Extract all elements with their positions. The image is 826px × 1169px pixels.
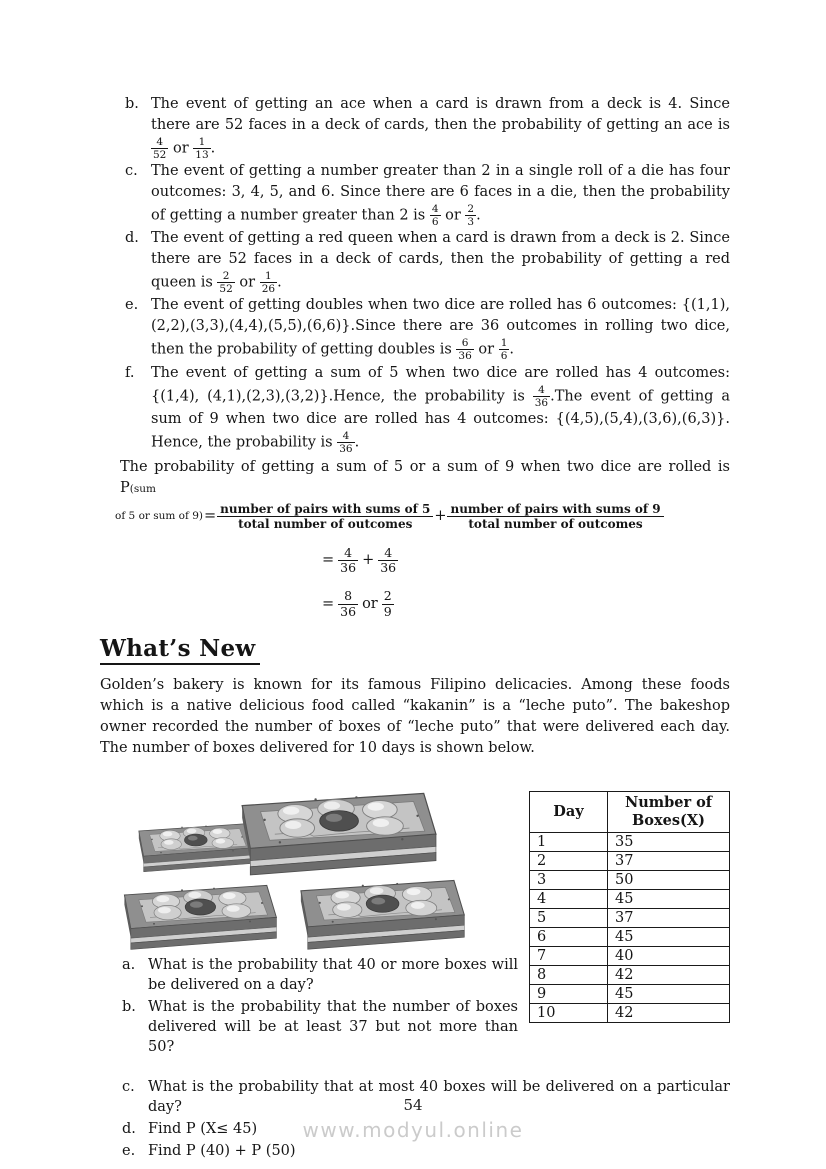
table-row xyxy=(530,947,730,966)
col-header-boxes: Number of Boxes(X) xyxy=(608,792,730,833)
fraction: $\frac{4}{52}$ xyxy=(153,136,167,162)
sum-probability-paragraph xyxy=(100,457,730,532)
item-label: e. xyxy=(125,297,139,314)
table-cell: 5 xyxy=(530,909,608,928)
item-text: What is the probability that at most 40 boxes will be delivered on a particular day? xyxy=(148,1079,730,1116)
fraction: $\frac{2}{52}$ xyxy=(219,270,233,296)
list-item xyxy=(100,94,730,161)
fraction-denominator: total number of outcomes xyxy=(447,516,663,531)
fraction: $\frac{1}{13}$ xyxy=(195,136,209,162)
table-cell: 42 xyxy=(608,1004,730,1023)
plus-sign: + xyxy=(434,508,447,525)
item-label: f. xyxy=(125,364,135,381)
table-cell: 3 xyxy=(530,871,608,890)
item-label: e. xyxy=(122,1143,136,1160)
item-text: Find P (40) + P (50) xyxy=(148,1143,296,1160)
list-item xyxy=(100,295,730,362)
table-cell: 37 xyxy=(608,852,730,871)
item-text: What is the probability that the number of boxes delivered will be at least 37 but not more than 50? xyxy=(148,999,518,1056)
table-row xyxy=(530,1004,730,1023)
table-cell: 8 xyxy=(530,966,608,985)
item-text: The event of getting a red queen when a card is drawn from a deck is 2. Since there are 52 faces in a deck of cards, then the probability of getting a red queen is $\frac{2}{52}$ or $\frac{1}{26}$ . xyxy=(151,230,730,296)
fraction: $\frac{4}{36}$ xyxy=(339,429,353,455)
table-cell: 4 xyxy=(530,890,608,909)
page-content xyxy=(100,94,730,1161)
image-column xyxy=(100,773,518,1057)
fraction: $\frac{6}{36}$ xyxy=(458,337,472,363)
fraction-numerator: number of pairs with sums of 9 xyxy=(450,501,661,516)
p-subscript-close: of 5 or sum of 9) xyxy=(115,510,204,523)
item-label: d. xyxy=(122,1121,136,1138)
table-cell: 40 xyxy=(608,947,730,966)
sum-paragraph-text: The probability of getting a sum of 5 or a sum of 9 when two dice are rolled is P xyxy=(120,458,730,496)
intro-paragraph: Golden’s bakery is known for its famous Filipino delicacies. Among these foods which is a native delicious food called “kakanin” is a “leche puto”. The bakeshop owner recorded the number of boxes of “leche puto” that were delivered each day. The number of boxes delivered for 10 days is shown below. xyxy=(100,677,730,757)
table-cell: 45 xyxy=(608,985,730,1004)
fraction: $\frac{4}{36}$ xyxy=(340,544,357,575)
list-item xyxy=(100,997,518,1057)
table-row xyxy=(530,852,730,871)
table-cell: 9 xyxy=(530,985,608,1004)
table-body xyxy=(530,833,730,1023)
p-subscript-open: (sum xyxy=(129,482,156,495)
item-label: c. xyxy=(125,163,138,180)
table-cell: 7 xyxy=(530,947,608,966)
fraction: $\frac{4}{6}$ xyxy=(431,203,439,229)
image-and-table-section xyxy=(100,773,730,1057)
equation-step-1: = $\frac{4}{36}$ + $\frac{4}{36}$ xyxy=(322,544,397,575)
table-cell: 2 xyxy=(530,852,608,871)
watermark: www.modyul.online xyxy=(302,1118,524,1142)
questions-left xyxy=(100,955,518,1057)
fraction: $\frac{4}{36}$ xyxy=(534,383,549,409)
item-label: a. xyxy=(122,957,136,974)
delivery-table xyxy=(529,791,730,1023)
table-cell: 6 xyxy=(530,928,608,947)
list-item xyxy=(100,228,730,295)
table-cell: 1 xyxy=(530,833,608,852)
item-label: c. xyxy=(122,1079,135,1096)
page-number: 54 xyxy=(403,1096,423,1114)
table-header-row xyxy=(530,792,730,833)
item-text: The event of getting an ace when a card is drawn from a deck is 4. Since there are 52 faces in a deck of cards, then the probability of getting an ace is $\frac{4}{52}$ or $\frac{1}{13}$ . xyxy=(151,96,730,162)
list-item xyxy=(100,1141,730,1161)
fraction: $\frac{1}{26}$ xyxy=(261,270,276,296)
fraction: $\frac{1}{6}$ xyxy=(500,337,508,363)
probability-list xyxy=(100,94,730,455)
table-cell: 45 xyxy=(608,928,730,947)
table-cell: 50 xyxy=(608,871,730,890)
table-row xyxy=(530,871,730,890)
table-row xyxy=(530,928,730,947)
list-item xyxy=(100,161,730,228)
table-row xyxy=(530,909,730,928)
table-row xyxy=(530,985,730,1004)
table-cell: 10 xyxy=(530,1004,608,1023)
list-item xyxy=(100,363,730,455)
item-text: The event of getting a number greater than 2 in a single roll of a die has four outcomes: 3, 4, 5, and 6. Since there are 6 faces in a die, then the probability of getting a number greater than 2 is $\frac{4}{6}$ or $\frac{2}{3}$ . xyxy=(151,163,730,229)
whats-new-heading: What’s New xyxy=(100,635,260,665)
item-text: Find P (X≤ 45) xyxy=(148,1121,258,1138)
probability-formula xyxy=(115,502,730,532)
item-label: b. xyxy=(122,999,136,1016)
table-cell: 37 xyxy=(608,909,730,928)
table-row xyxy=(530,966,730,985)
formula-fraction-sum5 xyxy=(217,502,433,532)
equals-sign: = xyxy=(204,508,217,525)
leche-puto-image xyxy=(116,773,516,953)
fraction: $\frac{2}{3}$ xyxy=(467,203,475,229)
item-text: What is the probability that 40 or more boxes will be delivered on a day? xyxy=(148,957,518,994)
formula-fraction-sum9 xyxy=(447,502,663,532)
fraction: $\frac{2}{9}$ xyxy=(383,588,392,619)
table-cell: 42 xyxy=(608,966,730,985)
table-cell: 35 xyxy=(608,833,730,852)
sum-paragraph-line1 xyxy=(120,457,730,500)
fraction-denominator: total number of outcomes xyxy=(217,516,433,531)
fraction-numerator: number of pairs with sums of 5 xyxy=(220,501,431,516)
fraction: $\frac{4}{36}$ xyxy=(380,544,397,575)
table-row xyxy=(530,890,730,909)
item-text: The event of getting doubles when two dice are rolled has 6 outcomes: {(1,1),(2,2),(3,3),(4,4),(5,5),(6,6)}.Since there are 36 outcomes in rolling two dice, then the probability of getting doubles is $\frac{6}{36}$ or $\frac{1}{6}$ . xyxy=(151,297,730,363)
col-header-day: Day xyxy=(530,792,608,833)
item-label: d. xyxy=(125,230,139,247)
table-cell: 45 xyxy=(608,890,730,909)
table-row xyxy=(530,833,730,852)
item-label: b. xyxy=(125,96,139,112)
equation-step-2: = $\frac{8}{36}$ or $\frac{2}{9}$ xyxy=(322,588,392,619)
list-item xyxy=(100,955,518,995)
fraction: $\frac{8}{36}$ xyxy=(340,588,357,619)
item-text: The event of getting a sum of 5 when two dice are rolled has 4 outcomes: {(1,4), (4,1),(2,3),(3,2)}.Hence, the probability is $\frac{4}{36}$ .The event of getting a sum of 9 when two dice are rolled has 4 outcomes: {(4,5),(5,4),(3,6),(6,3)}. Hence, the probability is $\frac{4}{36}$ . xyxy=(151,364,730,455)
